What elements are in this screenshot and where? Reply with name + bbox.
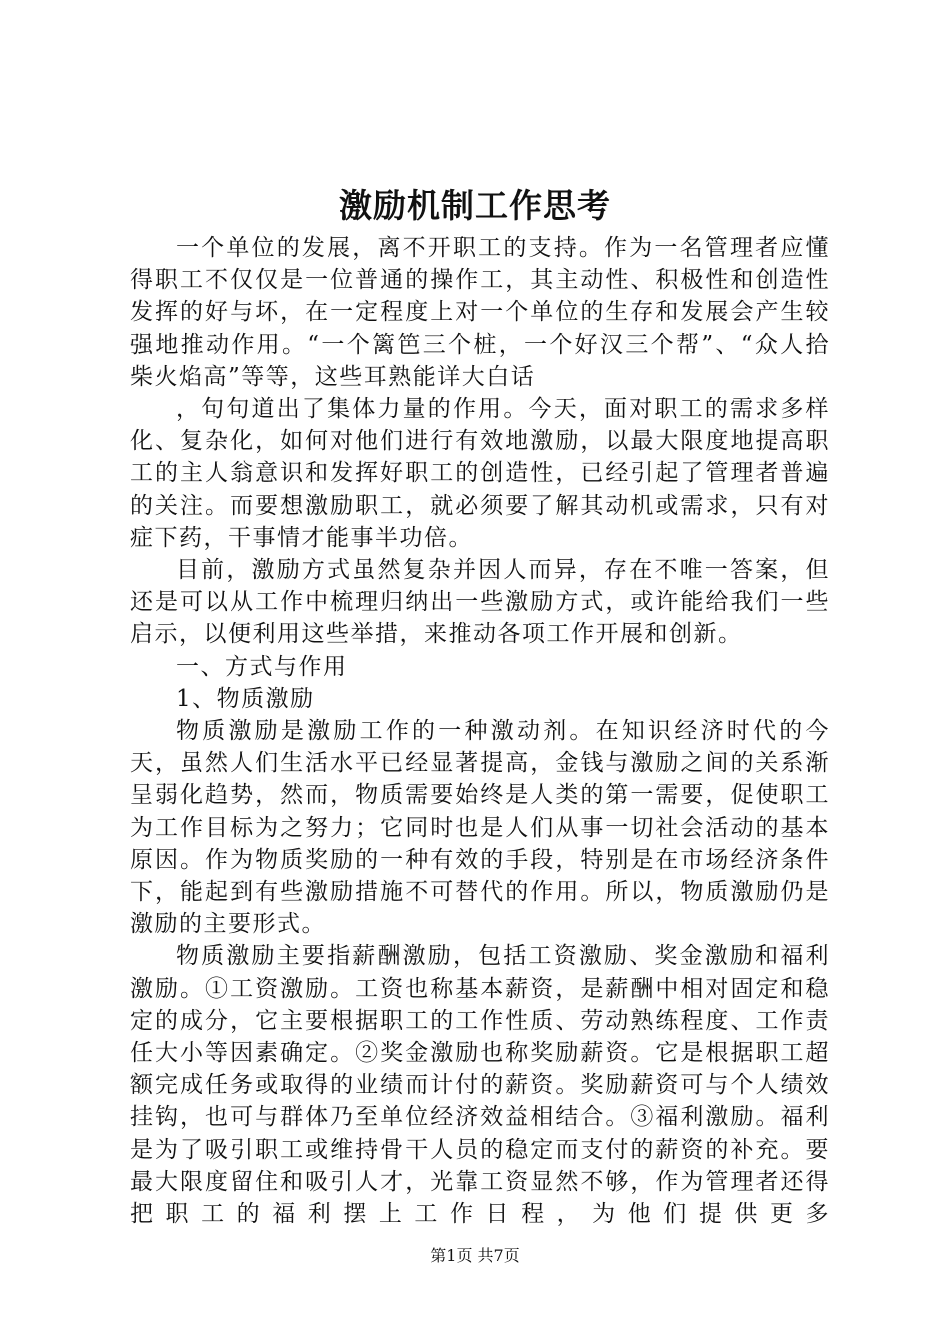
paragraph-material-incentive: 物质激励是激励工作的一种激动剂。在知识经济时代的今天，虽然人们生活水平已经显著提高，金钱与激励之间的关系渐呈弱化趋势，然而，物质需要始终是人类的第一需要，促使职工为工作目标为之努力；它同时也是人们从事一切社会活动的基本原因。作为物质奖励的一种有效的手段，特别是在市场经济条件下，能起到有些激励措施不可替代的作用。所以，物质激励仍是激励的主要形式。	[130, 718, 830, 938]
subsection-heading-material: 1、物质激励	[176, 685, 315, 712]
section-heading-methods: 一、方式与作用	[176, 653, 348, 680]
page-number: 第1页	[430, 1246, 473, 1265]
document-title: 激励机制工作思考	[339, 186, 611, 225]
document-body	[130, 232, 830, 1230]
paragraph-collective-power: ，句句道出了集体力量的作用。今天，面对职工的需求多样化、复杂化，如何对他们进行有效地激励，以最大限度地提高职工的主人翁意识和发挥好职工的创造性，已经引起了管理者普遍的关注。而要想激励职工，就必须要了解其动机或需求，只有对症下药，干事情才能事半功倍。	[130, 396, 830, 551]
paragraph-intro: 一个单位的发展，离不开职工的支持。作为一名管理者应懂得职工不仅仅是一位普通的操作工，其主动性、积极性和创造性发挥的好与坏，在一定程度上对一个单位的生存和发展会产生较强地推动作用。“一个篱笆三个桩，一个好汉三个帮”、“众人拾柴火焰高”等等，这些耳熟能详大白话	[130, 235, 830, 390]
paragraph-salary-incentive: 物质激励主要指薪酬激励，包括工资激励、奖金激励和福利激励。①工资激励。工资也称基本薪资，是薪酬中相对固定和稳定的成分，它主要根据职工的工作性质、劳动熟练程度、工作责任大小等因素确定。②奖金激励也称奖励薪资。它是根据职工超额完成任务或取得的业绩而计付的薪资。奖励薪资可与个人绩效挂钩，也可与群体乃至单位经济效益相结合。③福利激励。福利是为了吸引职工或维持骨干人员的稳定而支付的薪资的补充。要最大限度留住和吸引人才，光靠工资显然不够，作为管理者还得把职工的福利摆上工作日程，为他们提供更多	[130, 943, 830, 1228]
page-footer	[0, 1244, 950, 1268]
page-total: 共7页	[477, 1246, 520, 1265]
paragraph-current-methods: 目前，激励方式虽然复杂并因人而异，存在不唯一答案，但还是可以从工作中梳理归纳出一些激励方式，或许能给我们一些启示，以便利用这些举措，来推动各项工作开展和创新。	[130, 557, 830, 648]
